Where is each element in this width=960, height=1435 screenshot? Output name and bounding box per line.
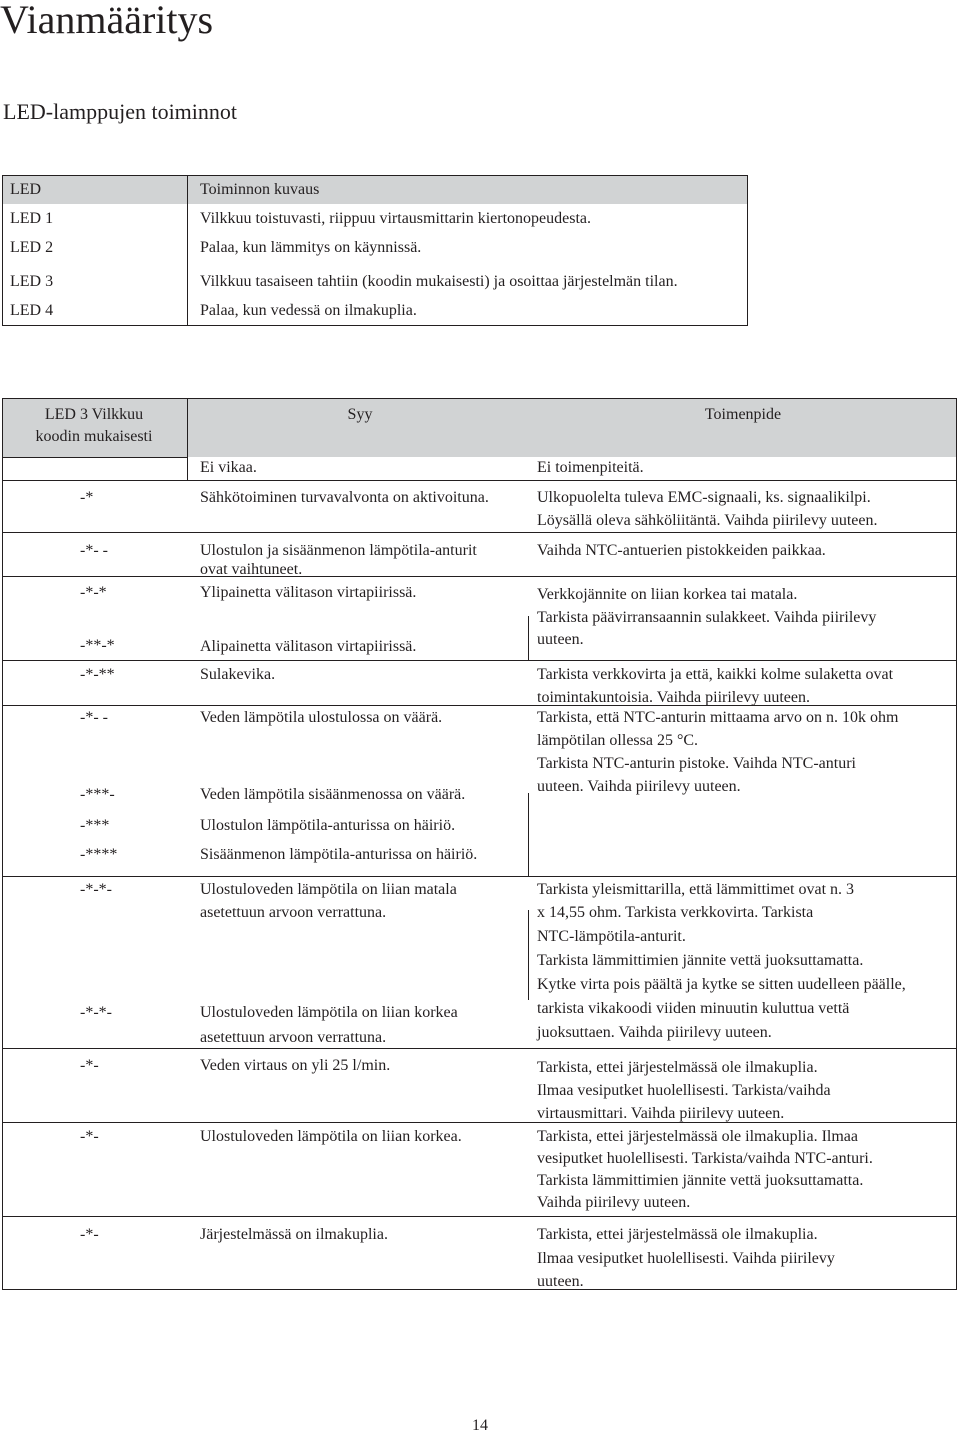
fault-action: Vaihda NTC-antuerien pistokkeiden paikkaa. [537,542,826,559]
led-row-desc: Palaa, kun lämmitys on käynnissä. [200,239,422,256]
fault-cause: Ulostulon lämpötila-anturissa on häiriö. [200,817,456,834]
fault-cause: Ulostuloveden lämpötila on liian korkea. [200,1128,462,1145]
fault-cause: Ulostuloveden lämpötila on liian korkea [200,1004,458,1021]
header-code-line1: LED 3 Vilkkuu [44,406,144,423]
fault-table-header-underline [2,457,188,458]
led-table-divider [187,175,188,326]
fault-table-border-bottom [2,1289,957,1290]
fault-code: -*-*- [80,1004,112,1021]
fault-code: -**-* [80,637,115,654]
merge-connector [528,910,529,1000]
fault-cause: Ulostulon ja sisäänmenon lämpötila-anturit [200,542,477,559]
fault-code: -*** [80,817,110,834]
fault-action: Tarkista yleismittarilla, että lämmittimet ovat n. 3 [537,881,855,898]
led-header-desc: Toiminnon kuvaus [200,181,320,198]
fault-cause: Ulostuloveden lämpötila on liian matala [200,881,457,898]
fault-cause: Alipainetta välitason virtapiirissä. [200,638,417,655]
fault-action: Verkkojännite on liian korkea tai matala. [537,586,798,603]
fault-action: Tarkista lämmittimien jännite vettä juoksuttamatta. [537,1172,864,1189]
fault-code: -*- - [80,709,108,726]
merge-connector [528,793,529,876]
fault-cause: Veden lämpötila ulostulossa on väärä. [200,709,443,726]
fault-action: Ei toimenpiteitä. [537,459,644,476]
led-table-header-bg [2,176,748,204]
led-row-label: LED 3 [10,273,54,290]
fault-code: -*-** [80,666,115,683]
fault-cause: Veden lämpötila sisäänmenossa on väärä. [200,786,466,803]
fault-action: Tarkista, ettei järjestelmässä ole ilmakuplia. Ilmaa [537,1128,858,1145]
led-table-border-right [747,175,748,326]
fault-cause: Ylipainetta välitason virtapiirissä. [200,584,417,601]
led-table-border-left [2,175,3,326]
page-number: 14 [472,1417,488,1434]
fault-action: Tarkista verkkovirta ja että, kaikki kolme sulaketta ovat [537,666,894,683]
fault-code: -*-*- [80,881,112,898]
led-row-label: LED 2 [10,239,54,256]
led-table-border-bottom [2,325,748,326]
led-row-label: LED 1 [10,210,54,227]
fault-action: lämpötilan ollessa 25 °C. [537,732,699,749]
row-separator [2,660,957,661]
fault-code: -*- [80,1128,99,1145]
fault-code: -* [80,489,94,506]
row-separator [2,576,957,577]
row-separator [2,1122,957,1123]
header-action: Toimenpide [704,406,782,423]
led-row-label: LED 4 [10,302,54,319]
fault-cause: ovat vaihtuneet. [200,561,303,576]
section-subtitle: LED-lamppujen toiminnot [3,99,238,124]
fault-action: Ilmaa vesiputket huolellisesti. Vaihda piirilevy [537,1250,835,1267]
fault-code: -*- [80,1226,99,1243]
fault-action: Tarkista päävirransaannin sulakkeet. Vaihda piirilevy [537,609,877,626]
led-row-desc: Vilkkuu toistuvasti, riippuu virtausmittarin kiertonopeudesta. [200,210,591,227]
fault-action: Tarkista, että NTC-anturin mittaama arvo on n. 10k ohm [537,709,899,726]
row-separator [2,1216,957,1217]
fault-code: -*- - [80,542,108,559]
fault-action: Kytke virta pois päältä ja kytke se sitten uudelleen päälle, [537,976,906,993]
row-separator [2,480,957,481]
row-separator [2,876,957,877]
fault-action: Ulkopuolelta tuleva EMC-signaali, ks. signaalikilpi. [537,489,871,506]
fault-action: Tarkista, ettei järjestelmässä ole ilmakuplia. [537,1059,818,1076]
fault-action: Ilmaa vesiputket huolellisesti. Tarkista/vaihda [537,1082,831,1099]
fault-cause: Sähkötoiminen turvavalvonta on aktivoituna. [200,489,489,506]
led-row-desc: Palaa, kun vedessä on ilmakuplia. [200,302,417,319]
fault-code: -**** [80,846,118,863]
fault-cause: asetettuun arvoon verrattuna. [200,904,387,921]
fault-action: Tarkista lämmittimien jännite vettä juoksuttamatta. [537,952,864,969]
fault-cause: Ei vikaa. [200,459,257,476]
fault-action: NTC-lämpötila-anturit. [537,928,686,945]
fault-cause: Sisäänmenon lämpötila-anturissa on häiriö. [200,846,478,863]
fault-action: uuteen. [537,631,584,648]
fault-action: vesiputket huolellisesti. Tarkista/vaihda NTC-anturi. [537,1150,873,1167]
fault-cause: Sulakevika. [200,666,276,683]
fault-cause: asetettuun arvoon verrattuna. [200,1029,387,1046]
fault-action: juoksuttaen. Vaihda piirilevy uuteen. [537,1024,772,1041]
fault-action: Tarkista NTC-anturin pistoke. Vaihda NTC-anturi [537,755,856,772]
fault-table-border-top [2,398,957,399]
fault-action: Löysällä oleva sähköliitäntä. Vaihda piirilevy uuteen. [537,512,878,529]
fault-table-divider [187,398,188,480]
fault-code: -***- [80,786,115,803]
fault-action: toimintakuntoisia. Vaihda piirilevy uuteen. [537,689,810,705]
fault-action: Vaihda piirilevy uuteen. [537,1194,691,1211]
fault-action: virtausmittari. Vaihda piirilevy uuteen. [537,1105,785,1122]
page-title: Vianmääritys [0,0,214,42]
fault-action: tarkista vikakoodi viiden minuutin kuluttua vettä [537,1000,850,1017]
fault-cause: Veden virtaus on yli 25 l/min. [200,1057,391,1074]
header-code-line2: koodin mukaisesti [35,428,153,445]
fault-code: -*- [80,1057,99,1074]
fault-action: x 14,55 ohm. Tarkista verkkovirta. Tarkista [537,904,814,921]
row-separator [2,1048,957,1049]
led-row-desc: Vilkkuu tasaiseen tahtiin (koodin mukaisesti) ja osoittaa järjestelmän tilan. [200,273,678,290]
fault-cause: Järjestelmässä on ilmakuplia. [200,1226,388,1243]
merge-connector [528,616,529,660]
row-separator [2,705,957,706]
fault-action: Tarkista, ettei järjestelmässä ole ilmakuplia. [537,1226,818,1243]
fault-action: uuteen. Vaihda piirilevy uuteen. [537,778,741,795]
fault-code: -*-* [80,584,107,601]
led-header-led: LED [10,181,42,198]
led-table-border-top [2,175,748,176]
fault-action: uuteen. [537,1273,584,1290]
row-separator [2,532,957,533]
header-cause: Syy [347,406,373,423]
